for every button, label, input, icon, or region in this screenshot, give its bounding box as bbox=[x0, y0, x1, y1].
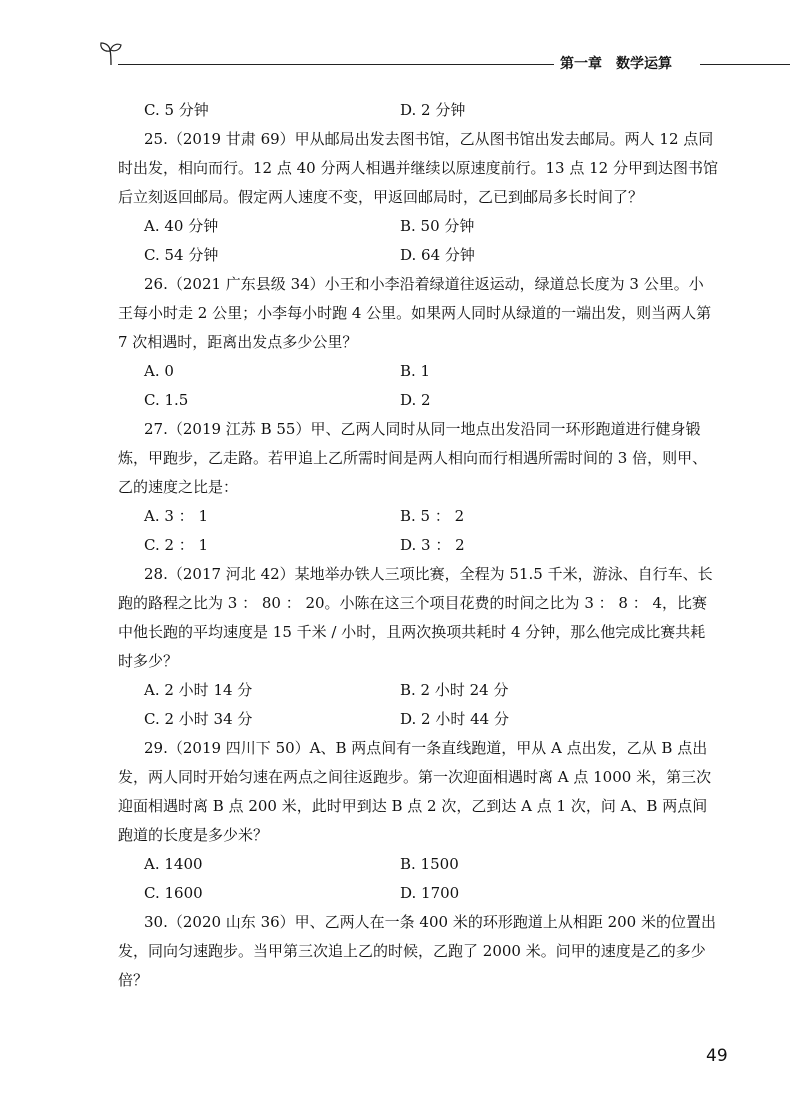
question-29: 29.（2019 四川下 50）A、B 两点间有一条直线跑道，甲从 A 点出发，乙从 B 点出发，两人同时开始匀速在两点之间往返跑步。第一次迎面相遇时离 A 点 1000 米，第三次迎面相遇时离 B 点 200 米，此时甲到达 B 点 2 次，乙到达 A 点 1 次，问 A、B 两点间跑道的长度是多少米？ bbox=[118, 739, 712, 844]
option-item: B. 2 小时 24 分 bbox=[400, 681, 509, 699]
question-25: 25.（2019 甘肃 69）甲从邮局出发去图书馆，乙从图书馆出发去邮局。两人 12 点同时出发，相向而行。12 点 40 分两人相遇并继续以原速度前行。13 点 12 分甲到达图书馆后立刻返回邮局。假定两人速度不变，甲返回邮局时，乙已到邮局多长时间了？ bbox=[118, 130, 718, 206]
option-item: A. 1400 bbox=[144, 855, 203, 873]
options-25 bbox=[118, 212, 718, 270]
option-item: B. 5 ： 2 bbox=[400, 507, 465, 525]
option-item: C. 1.5 bbox=[144, 391, 189, 409]
option-item: A. 0 bbox=[144, 362, 174, 380]
option-item: B. 1500 bbox=[400, 855, 459, 873]
option-item: C. 2 ： 1 bbox=[144, 536, 209, 554]
options-29 bbox=[118, 850, 718, 908]
option-item: B. 1 bbox=[400, 362, 431, 380]
page-content bbox=[118, 96, 718, 995]
option-item: D. 1700 bbox=[400, 884, 460, 902]
chapter-title bbox=[560, 53, 672, 73]
page-header bbox=[0, 0, 800, 75]
header-rule-left bbox=[118, 64, 554, 65]
option-item: D. 64 分钟 bbox=[400, 246, 475, 264]
option-item: C. 5 分钟 bbox=[144, 101, 209, 119]
question-27: 27.（2019 江苏 B 55）甲、乙两人同时从同一地点出发沿同一环形跑道进行健身锻炼，甲跑步，乙走路。若甲追上乙所需时间是两人相向而行相遇所需时间的 3 倍，则甲、乙的速度之比是： bbox=[118, 420, 708, 496]
option-item: D. 3 ： 2 bbox=[400, 536, 465, 554]
option-item: D. 2 bbox=[400, 391, 431, 409]
page-number: 49 bbox=[706, 1046, 728, 1066]
option-item: D. 2 分钟 bbox=[400, 101, 466, 119]
option-item: A. 40 分钟 bbox=[144, 217, 219, 235]
sprout-icon bbox=[98, 40, 124, 66]
question-30: 30.（2020 山东 36）甲、乙两人在一条 400 米的环形跑道上从相距 200 米的位置出发，同向匀速跑步。当甲第三次追上乙的时候，乙跑了 2000 米。问甲的速度是乙的多少倍？ bbox=[118, 913, 716, 989]
chapter-label: 第一章 bbox=[560, 56, 602, 72]
option-item: A. 3 ： 1 bbox=[144, 507, 208, 525]
option-item: C. 1600 bbox=[144, 884, 203, 902]
option-item: A. 2 小时 14 分 bbox=[144, 681, 253, 699]
option-item: D. 2 小时 44 分 bbox=[400, 710, 509, 728]
option-item: B. 50 分钟 bbox=[400, 217, 475, 235]
options-28 bbox=[118, 676, 718, 734]
option-item: C. 2 小时 34 分 bbox=[144, 710, 253, 728]
options-27 bbox=[118, 502, 718, 560]
question-28: 28.（2017 河北 42）某地举办铁人三项比赛，全程为 51.5 千米，游泳、自行车、长跑的路程之比为 3 ： 80 ： 20。小陈在这三个项目花费的时间之比为 3 ： 8 ： 4，比赛中他长跑的平均速度是 15 千米 / 小时，且两次换项共耗时 4 分钟，那么他完成比赛共耗时多少？ bbox=[118, 565, 713, 670]
options-prev-question bbox=[118, 96, 718, 125]
question-26: 26.（2021 广东县级 34）小王和小李沿着绿道往返运动，绿道总长度为 3 公里。小王每小时走 2 公里；小李每小时跑 4 公里。如果两人同时从绿道的一端出发，则当两人第 7 次相遇时，距离出发点多少公里？ bbox=[118, 275, 712, 351]
option-item: C. 54 分钟 bbox=[144, 246, 219, 264]
header-rule-right bbox=[700, 64, 790, 65]
options-26 bbox=[118, 357, 718, 415]
section-label: 数学运算 bbox=[616, 56, 672, 72]
